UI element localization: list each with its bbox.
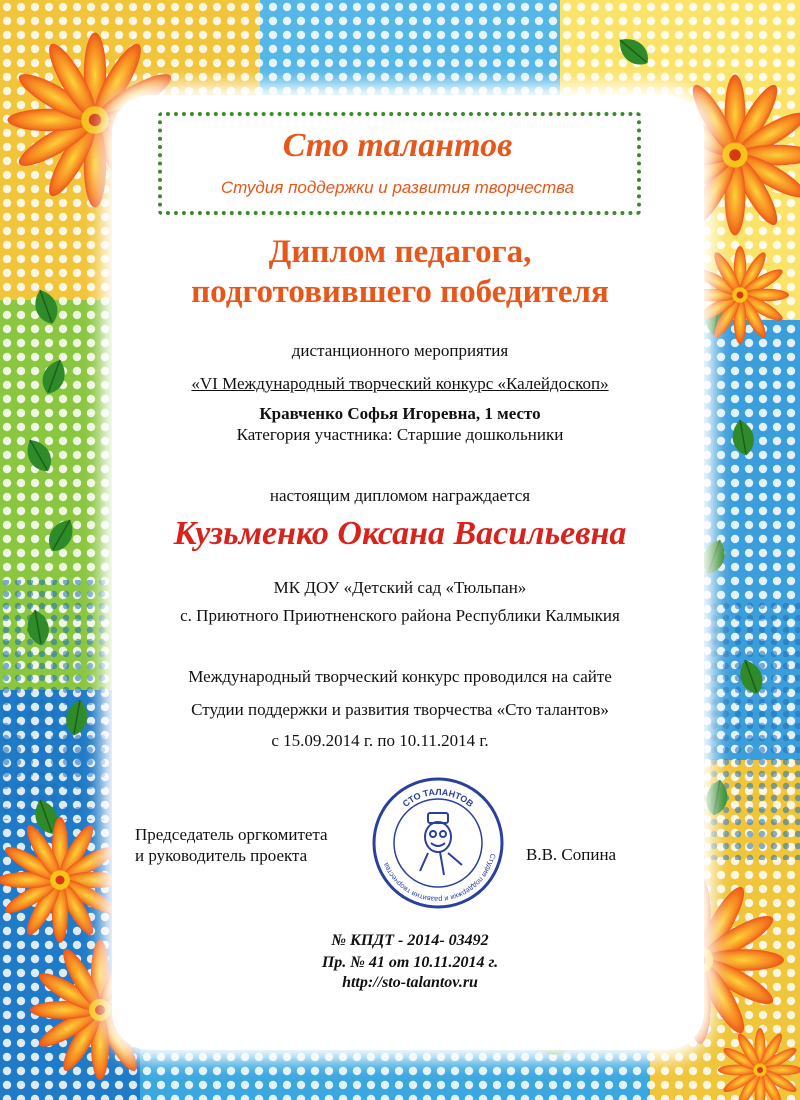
official-seal <box>370 775 506 911</box>
event-intro: дистанционного мероприятия <box>291 341 509 360</box>
signatory-role-line1: Председатель оргкомитета <box>135 825 328 844</box>
award-text: настоящим дипломом награждается <box>269 486 531 505</box>
contest-dates: с 15.09.2014 г. по 10.11.2014 г. <box>271 731 489 750</box>
signatory-role-line2: и руководитель проекта <box>135 846 308 865</box>
diploma-title-line1: Диплом педагога, <box>268 234 532 270</box>
studio-subtitle: Студия поддержки и развития творчества <box>220 178 575 197</box>
seal-mascot-icon <box>420 813 462 875</box>
registration-order: Пр. № 41 от 10.11.2014 г. <box>321 954 499 971</box>
info-line2: Студии поддержки и развития творчества «Сто талантов» <box>191 700 609 719</box>
info-line1: Международный творческий конкурс проводился на сайте <box>188 667 612 686</box>
location: с. Приютного Приютненского района Республики Калмыкия <box>180 606 620 625</box>
institution: МК ДОУ «Детский сад «Тюльпан» <box>273 578 527 597</box>
event-name: «VI Международный творческий конкурс «Калейдоскоп» <box>191 374 609 393</box>
seal-ring-text: Студия поддержки и развития творчества <box>380 852 498 905</box>
studio-name: Сто талантов <box>282 127 513 164</box>
recipient-name: Кузьменко Оксана Васильевна <box>173 515 627 552</box>
website-link[interactable]: http://sto-talantov.ru <box>342 974 478 991</box>
signatory-role <box>135 824 328 866</box>
participant: Кравченко Софья Игоревна, 1 место <box>259 404 541 423</box>
diploma-title-line2: подготовившего победителя <box>191 274 609 310</box>
seal-top-text: СТО ТАЛАНТОВ <box>400 786 476 809</box>
participant-category: Категория участника: Старшие дошкольники <box>236 425 564 444</box>
signatory-name: В.В. Сопина <box>526 845 617 864</box>
registration-number: № КПДТ - 2014- 03492 <box>331 932 489 949</box>
